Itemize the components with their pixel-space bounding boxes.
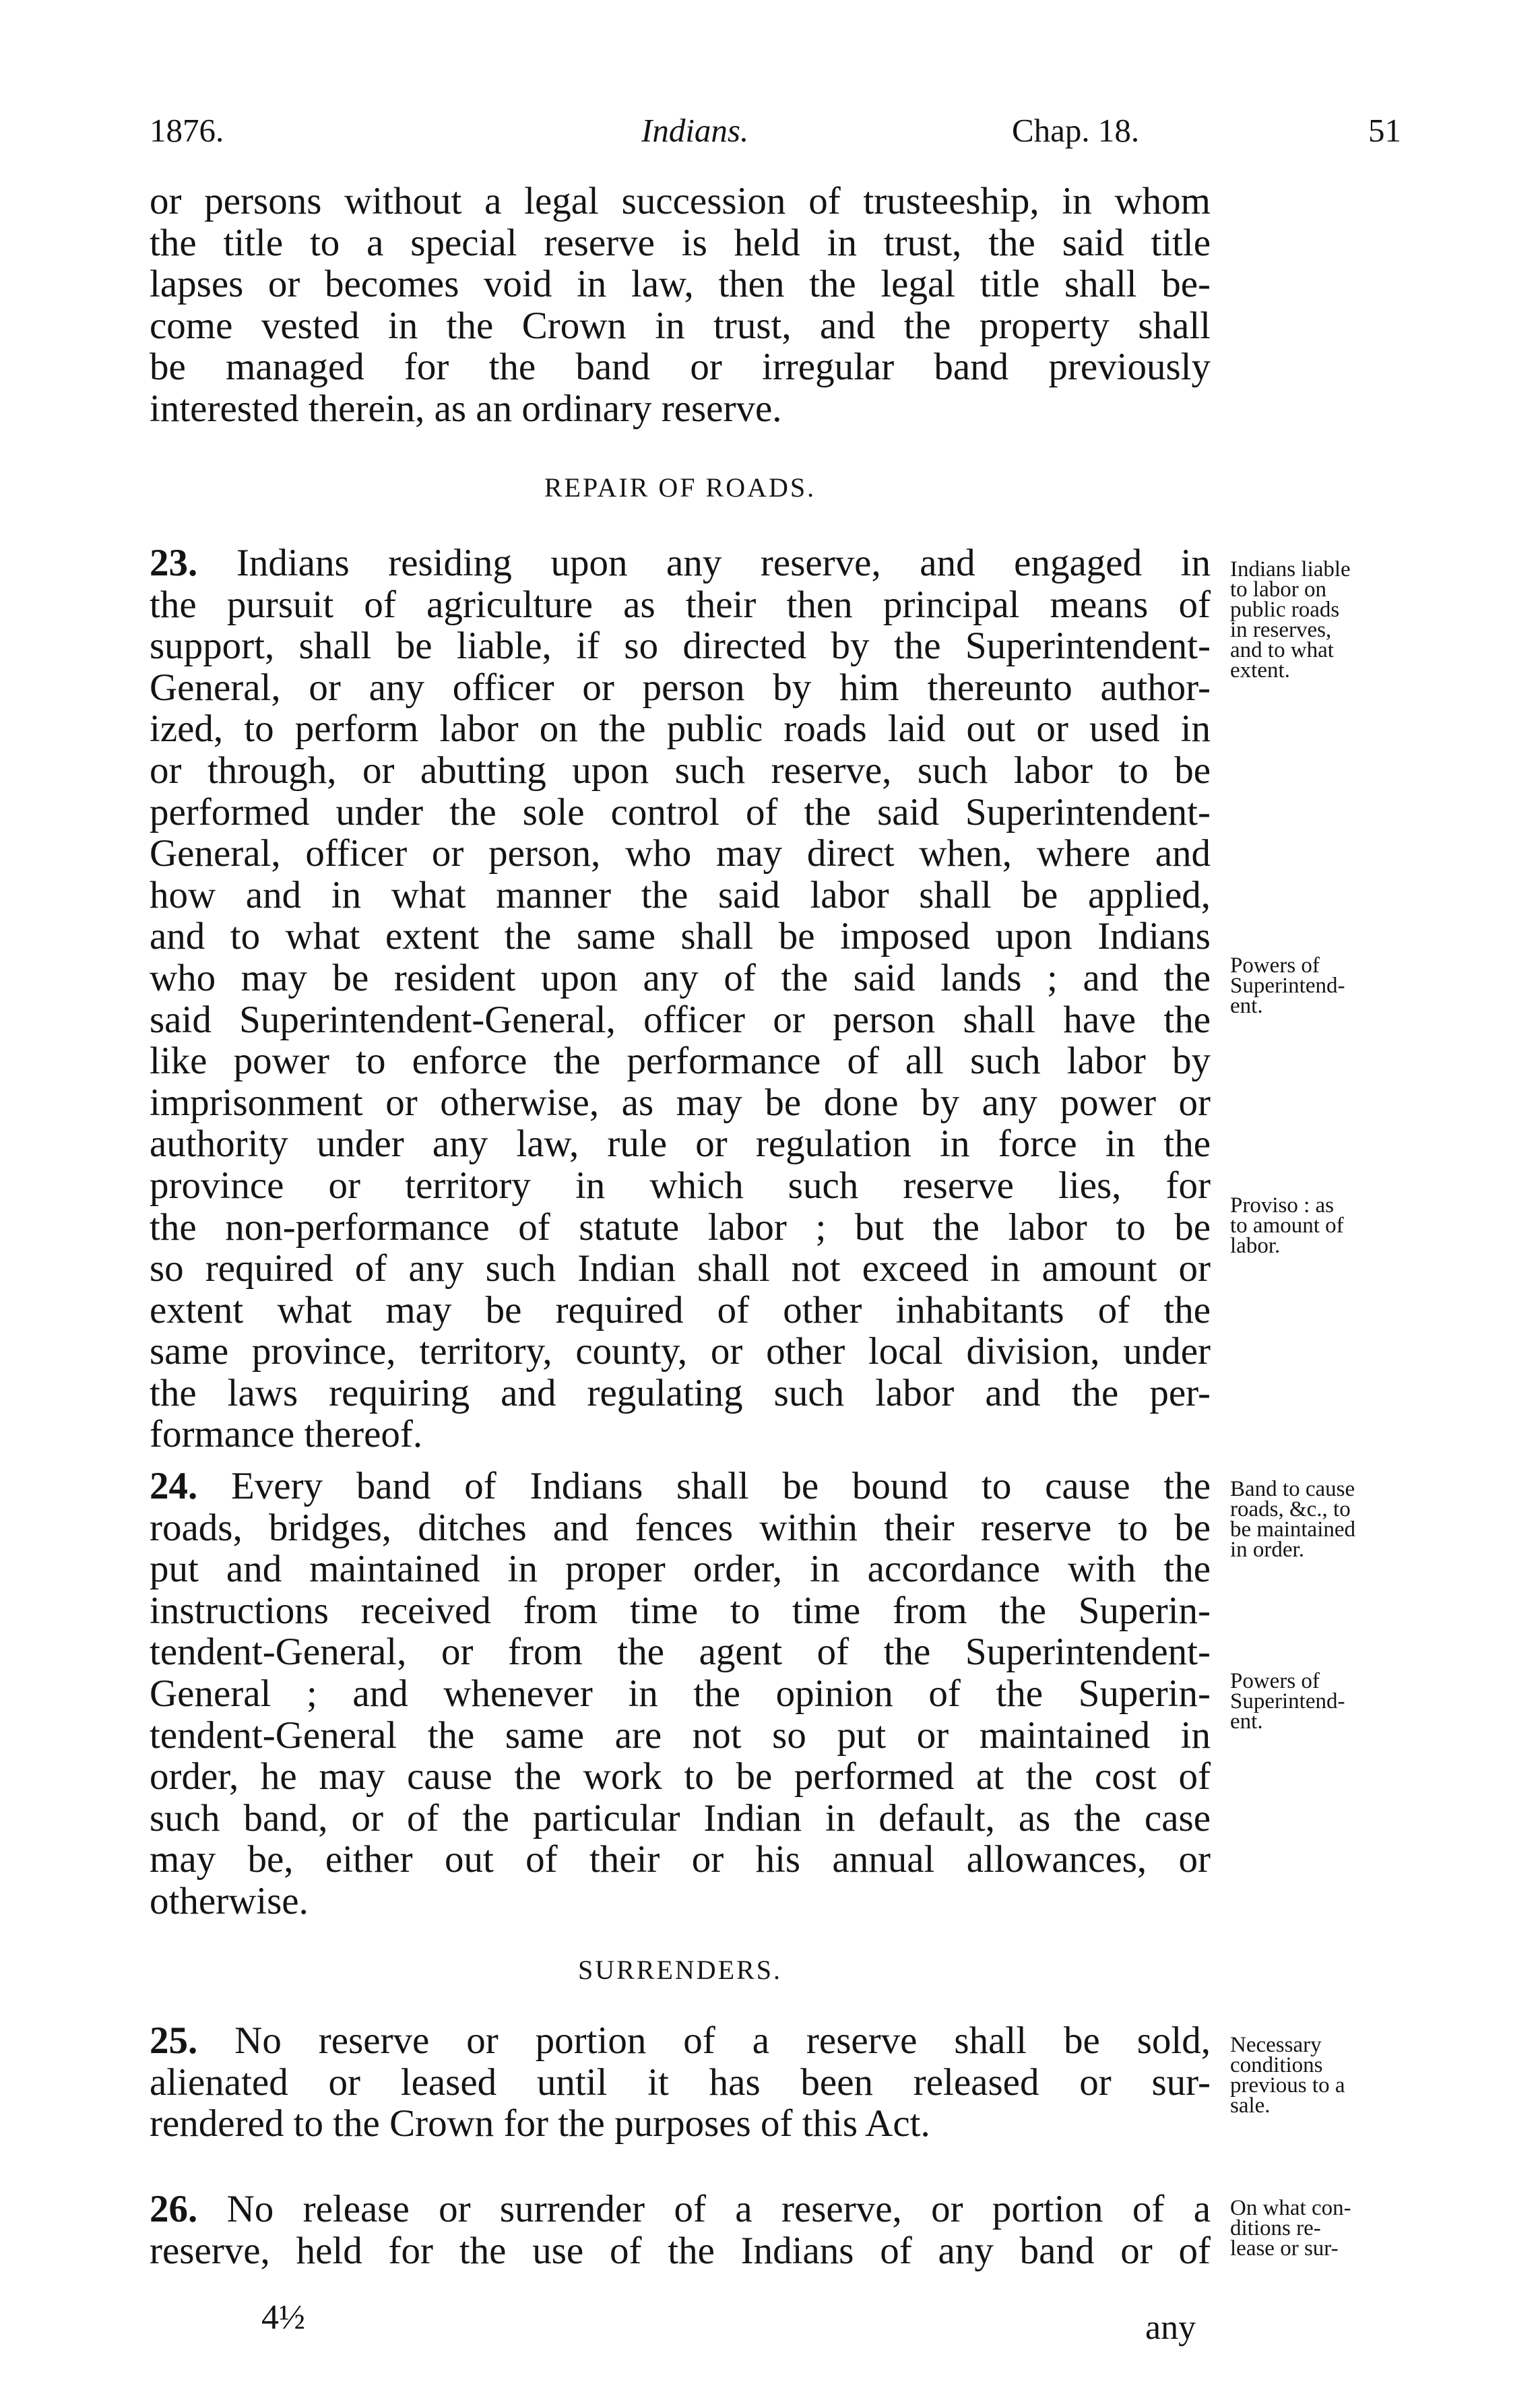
marginal-note-necessary-conditions <box>1230 2035 1405 2116</box>
section-number: 26. <box>150 2188 198 2230</box>
text-line: the title to a special reserve is held in trust, the said title <box>150 221 1211 264</box>
note-line: public roads <box>1230 598 1340 622</box>
note-line: Superintend- <box>1230 974 1345 998</box>
page-number: 51 <box>1368 112 1401 149</box>
note-line: Proviso : as <box>1230 1193 1335 1218</box>
note-line: and to what <box>1230 638 1334 662</box>
text-line: formance thereof. <box>150 1413 423 1456</box>
marginal-note-powers-of-superintendent-2 <box>1230 1671 1405 1732</box>
note-line: labor. <box>1230 1234 1281 1258</box>
note-line: to amount of <box>1230 1214 1344 1238</box>
text-line: roads, bridges, ditches and fences within their reserve to be <box>150 1506 1211 1549</box>
text-line: put and maintained in proper order, in accordance with the <box>150 1548 1211 1591</box>
section-heading-repair-of-roads: REPAIR OF ROADS. <box>544 472 816 503</box>
section-25 <box>150 2020 1211 2145</box>
text-line: instructions received from time to time from the Superin- <box>150 1589 1211 1632</box>
text-line: extent what may be required of other inhabitants of the <box>150 1288 1211 1331</box>
signature-mark: 4½ <box>261 2298 305 2337</box>
running-head-chapter: Chap. 18. <box>1012 112 1140 149</box>
section-26 <box>150 2189 1211 2271</box>
text-line: such band, or of the particular Indian in default, as the case <box>150 1796 1211 1839</box>
text-line: tendent-General, or from the agent of the Superintendent- <box>150 1631 1211 1674</box>
note-line: lease or sur- <box>1230 2236 1339 2261</box>
text-line: support, shall be liable, if so directed by the Superintendent- <box>150 625 1211 668</box>
note-line: ent. <box>1230 994 1263 1018</box>
note-line: Indians liable <box>1230 557 1351 581</box>
marginal-note-band-to-cause-roads <box>1230 1479 1405 1560</box>
text-line: General, officer or person, who may direct when, where and <box>150 832 1211 875</box>
note-line: in reserves, <box>1230 618 1332 642</box>
text-line: like power to enforce the performance of all such labor by <box>150 1040 1211 1083</box>
text-line: the non-performance of statute labor ; but the labor to be <box>150 1205 1211 1249</box>
note-line: sale. <box>1230 2094 1271 2118</box>
section-24-first-line <box>150 1466 1211 1507</box>
text-line: so required of any such Indian shall not exceed in amount or <box>150 1247 1211 1290</box>
note-line: be maintained <box>1230 1517 1356 1542</box>
marginal-note-powers-of-superintendent <box>1230 955 1405 1016</box>
section-number: 24. <box>150 1465 198 1507</box>
note-line: ent. <box>1230 1709 1263 1734</box>
note-line: previous to a <box>1230 2073 1345 2098</box>
text-line: or persons without a legal succession of trusteeship, in whom <box>150 180 1211 222</box>
note-line: roads, &c., to <box>1230 1497 1351 1521</box>
marginal-note-proviso <box>1230 1195 1405 1256</box>
note-line: Powers of <box>1230 1669 1320 1693</box>
note-line: ditions re- <box>1230 2216 1321 2240</box>
note-line: in order. <box>1230 1538 1304 1562</box>
continuation-paragraph <box>150 181 1211 430</box>
section-24 <box>150 1466 1211 1922</box>
note-line: Superintend- <box>1230 1689 1345 1713</box>
section-26-first-line <box>150 2189 1211 2230</box>
section-number: 23. <box>150 542 198 584</box>
text-line: performed under the sole control of the said Superintendent- <box>150 790 1211 833</box>
running-head-title: Indians. <box>641 112 749 149</box>
text-line: General ; and whenever in the opinion of the Superin- <box>150 1672 1211 1715</box>
note-line: extent. <box>1230 658 1290 683</box>
text-line: reserve, held for the use of the Indians of any band or of <box>150 2229 1211 2272</box>
text-line: and to what extent the same shall be imposed upon Indians <box>150 915 1211 958</box>
text-run: Indians residing upon any reserve, and engaged in <box>197 542 1211 584</box>
text-line: tendent-General the same are not so put or maintained in <box>150 1713 1211 1757</box>
text-line: ized, to perform labor on the public roads laid out or used in <box>150 707 1211 751</box>
running-head-year: 1876. <box>150 112 224 149</box>
note-line: Necessary <box>1230 2033 1322 2057</box>
text-line: otherwise. <box>150 1879 309 1922</box>
section-23 <box>150 542 1211 1455</box>
text-line: or through, or abutting upon such reserve, such labor to be <box>150 749 1211 792</box>
text-line: General, or any officer or person by him thereunto author- <box>150 666 1211 709</box>
note-line: to labor on <box>1230 577 1326 602</box>
text-run: Every band of Indians shall be bound to cause the <box>197 1465 1211 1507</box>
section-25-first-line <box>150 2020 1211 2062</box>
marginal-note-indians-liable <box>1230 559 1405 681</box>
text-line: authority under any law, rule or regulation in force in the <box>150 1123 1211 1166</box>
text-line: order, he may cause the work to be performed at the cost of <box>150 1755 1211 1798</box>
text-run: No reserve or portion of a reserve shall be sold, <box>197 2019 1211 2062</box>
note-line: Powers of <box>1230 953 1320 978</box>
text-line: alienated or leased until it has been released or sur- <box>150 2060 1211 2104</box>
text-line: come vested in the Crown in trust, and the property shall <box>150 304 1211 347</box>
marginal-note-on-what-conditions <box>1230 2198 1405 2259</box>
section-23-first-line <box>150 542 1211 584</box>
text-line: may be, either out of their or his annual allowances, or <box>150 1838 1211 1881</box>
text-line: said Superintendent-General, officer or person shall have the <box>150 998 1211 1041</box>
section-heading-surrenders: SURRENDERS. <box>577 1955 783 1985</box>
text-line: be managed for the band or irregular band previously <box>150 346 1211 389</box>
text-line: rendered to the Crown for the purposes of this Act. <box>150 2102 930 2145</box>
note-line: Band to cause <box>1230 1477 1355 1501</box>
text-line: province or territory in which such reserve lies, for <box>150 1164 1211 1207</box>
note-line: On what con- <box>1230 2196 1351 2220</box>
text-run: No release or surrender of a reserve, or portion of a <box>197 2188 1211 2230</box>
running-head <box>150 111 1401 158</box>
text-line: who may be resident upon any of the said lands ; and the <box>150 956 1211 999</box>
text-line: same province, territory, county, or other local division, under <box>150 1330 1211 1373</box>
text-line: interested therein, as an ordinary reserve. <box>150 387 782 430</box>
text-line: the pursuit of agriculture as their then principal means of <box>150 583 1211 626</box>
text-line: imprisonment or otherwise, as may be done by any power or <box>150 1081 1211 1124</box>
catchword: any <box>1145 2308 1196 2347</box>
text-line: lapses or becomes void in law, then the legal title shall be- <box>150 263 1211 306</box>
text-line: how and in what manner the said labor shall be applied, <box>150 873 1211 916</box>
text-line: the laws requiring and regulating such labor and the per- <box>150 1371 1211 1414</box>
section-number: 25. <box>150 2019 198 2062</box>
note-line: conditions <box>1230 2053 1323 2077</box>
